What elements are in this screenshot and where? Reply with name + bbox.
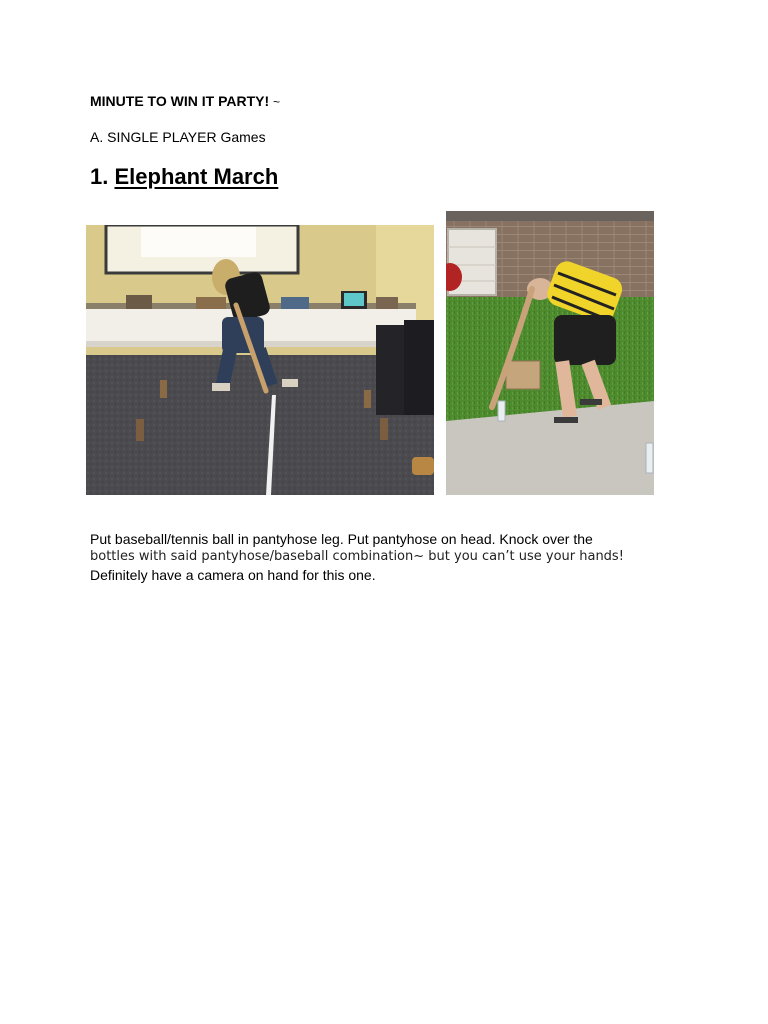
- section-title: A. SINGLE PLAYER Games: [90, 129, 266, 145]
- description-line: bottles with said pantyhose/baseball combination~ but you can’t use your hands!: [90, 549, 624, 564]
- description-line: Put baseball/tennis ball in pantyhose leg. Put pantyhose on head. Knock over the: [90, 531, 593, 547]
- heading-suffix: ~: [273, 95, 281, 109]
- game-name: Elephant March: [114, 164, 279, 189]
- game-description: [90, 530, 690, 584]
- document-heading: [90, 93, 280, 109]
- heading-text: MINUTE TO WIN IT PARTY!: [90, 93, 270, 109]
- game-title: [90, 164, 278, 190]
- outdoor-game-photo: [446, 211, 654, 495]
- description-line: Definitely have a camera on hand for this one.: [90, 567, 376, 583]
- indoor-game-photo: [86, 225, 434, 495]
- game-number: 1.: [90, 164, 109, 189]
